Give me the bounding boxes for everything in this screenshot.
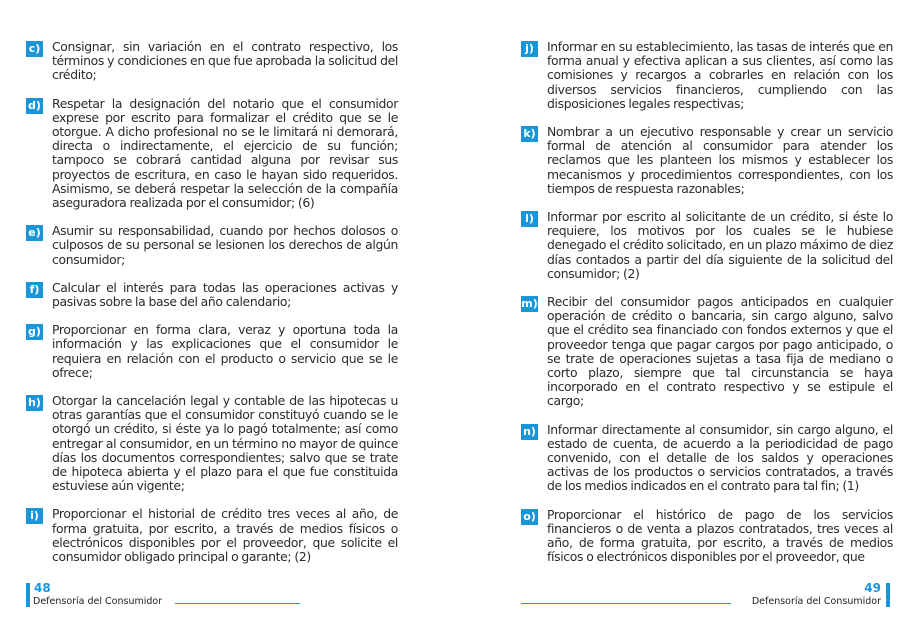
page-footer-left [0, 583, 455, 613]
item-text: Otorgar la cancelación legal y contable de las hipotecas u otras garantías que el consumidor constituyó cuando se le otorgó un crédito, si éste ya lo pagó totalmente; así como entregar al consumidor, en un término no mayor de quince días los documentos correspondientes; salvo que se trate de hipoteca abierta y el plazo para el que fue constituida estuviese aún vigente; [52, 393, 398, 494]
item-text: Informar en su establecimiento, las tasas de interés que en forma anual y efectiva aplican a sus clientes, así como las comisiones y recargos a cobrarles en relación con los diversos servicios financieros, cumpliendo con las disposiciones legales respectivas; [547, 39, 893, 111]
list-item [26, 40, 398, 83]
item-letter-badge: n) [521, 424, 538, 440]
footer-label: Defensoría del Consumidor [33, 596, 163, 607]
item-text: Informar directamente al consumidor, sin cargo alguno, el estado de cuenta, de acuerdo a la periodicidad de pago convenido, con el detalle de los saldos y operaciones activas de los productos o servicios contratados, a través de los medios indicados en el contrato para tal fin; (1) [547, 421, 893, 494]
item-text: Proporcionar en forma clara, veraz y oportuna toda la información y las explicaciones que el consumidor le requiera en relación con el producto o servicio que se le ofrece; [52, 322, 398, 380]
item-text: Informar por escrito al solicitante de un crédito, si éste lo requiere, los motivos por los cuales se le hubiese denegado el crédito solicitado, en un plazo máximo de diez días contados a partir del día siguiente de la solicitud del consumidor; (2) [547, 209, 893, 281]
footer-accent-bar [886, 583, 890, 607]
footer-label: Defensoría del Consumidor [751, 596, 881, 607]
left-page [0, 0, 455, 613]
item-letter-badge: c) [26, 41, 43, 57]
list-item [521, 295, 893, 409]
list-item [26, 394, 398, 493]
list-item [521, 125, 893, 196]
item-letter-badge: m) [521, 297, 538, 311]
item-text: Consignar, sin variación en el contrato respectivo, los términos y condiciones en que fue aprobada la solicitud del crédito; [52, 39, 398, 83]
page-number: 49 [864, 581, 881, 595]
item-letter-badge: j) [521, 41, 538, 57]
item-letter-badge: g) [26, 324, 43, 340]
left-item-list [26, 0, 398, 579]
item-text: Asumir su responsabilidad, cuando por hechos dolosos o culposos de su personal se lesionen los derechos de algún consumidor; [52, 223, 398, 267]
item-letter-badge: h) [26, 395, 43, 411]
item-text: Proporcionar el histórico de pago de los servicios financieros o de venta a plazos contratados, tres veces al año, de forma gratuita, por escrito, a través de medios físicos o electrónicos disponibles por el proveedor, que [547, 506, 893, 565]
item-letter-badge: o) [521, 509, 538, 525]
list-item [521, 210, 893, 281]
list-item [26, 97, 398, 211]
item-text: Nombrar a un ejecutivo responsable y crear un servicio formal de atención al consumidor para atender los reclamos que les planteen los mismos y establecer los mecanismos y procedimientos correspondientes, con los tiempos de respuesta razonables; [547, 124, 893, 196]
list-item [521, 423, 893, 494]
list-item [26, 507, 398, 564]
list-item [26, 281, 398, 309]
list-item [521, 508, 893, 565]
item-text: Respetar la designación del notario que el consumidor exprese por escrito para formalizar el crédito que se le otorgue. A dicho profesional no se le limitará ni demorará, directa o indirectamente, el ejercicio de su función; tampoco se cobrará cantidad alguna por revisar sus proyectos de escritura, en caso le hayan sido requeridos. Asimismo, se deberá respetar la selección de la compañía aseguradora realizada por el consumidor; (6) [52, 95, 398, 211]
item-text: Calcular el interés para todas las operaciones activas y pasivas sobre la base del año calendario; [52, 279, 398, 310]
right-page [455, 0, 911, 613]
list-item [521, 40, 893, 111]
item-letter-badge: e) [26, 225, 43, 241]
item-letter-badge: i) [26, 508, 43, 524]
item-letter-badge: k) [521, 126, 538, 142]
item-text: Proporcionar el historial de crédito tres veces al año, de forma gratuita, por escrito, a través de medios físicos o electrónicos disponibles por el proveedor, que solicite el consumidor obligado principal o garante; (2) [52, 506, 398, 565]
list-item [26, 224, 398, 267]
footer-rule [521, 603, 731, 604]
item-letter-badge: d) [26, 98, 43, 114]
item-text: Recibir del consumidor pagos anticipados en cualquier operación de crédito o bancaria, sin cargo alguno, salvo que el crédito sea financiado con fondos externos y que el proveedor tenga que pagar cargos por pago anticipado, o se trate de operaciones sujetas a tasa fija de mediano o corto plazo, siempre que tal circunstancia se haya incorporado en el contrato respectivo y se estipule el cargo; [547, 294, 893, 409]
right-item-list [521, 0, 893, 579]
footer-rule [175, 603, 300, 604]
list-item [26, 323, 398, 380]
page-number: 48 [34, 581, 51, 595]
item-letter-badge: l) [521, 211, 538, 227]
footer-accent-bar [26, 583, 30, 607]
item-letter-badge: f) [26, 282, 43, 298]
page-footer-right [455, 583, 911, 613]
